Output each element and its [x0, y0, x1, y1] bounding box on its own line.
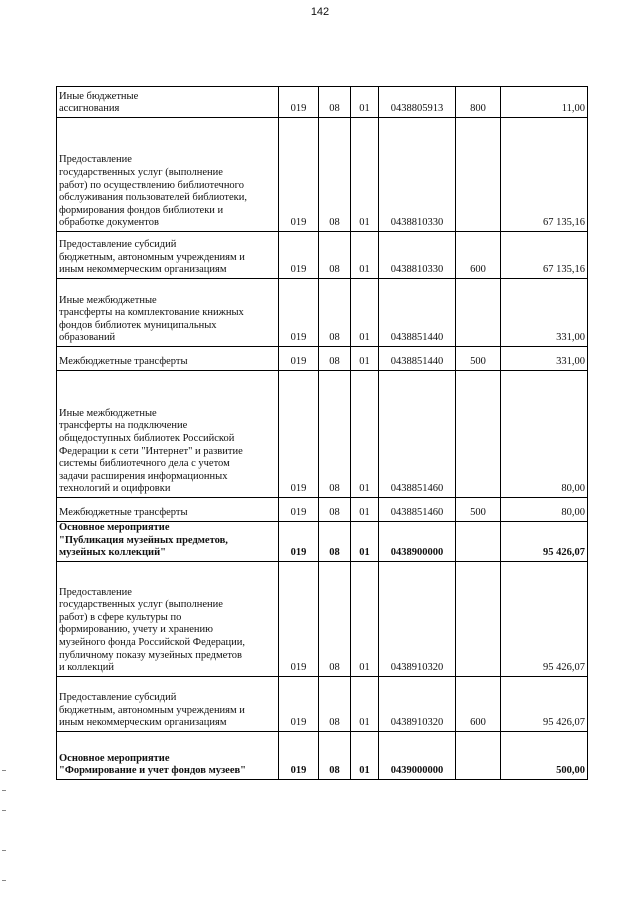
row-sum: 95 426,07 [501, 676, 588, 731]
row-pr: 01 [351, 731, 379, 779]
row-vr [456, 561, 501, 676]
row-pr: 01 [351, 118, 379, 232]
row-gr: 019 [279, 118, 319, 232]
row-sum: 67 135,16 [501, 118, 588, 232]
row-name: Иные межбюджетные трансферты на комплектование книжных фондов библиотек муниципальных образований [57, 279, 279, 347]
row-sum: 80,00 [501, 371, 588, 498]
row-gr: 019 [279, 371, 319, 498]
table-row [57, 676, 588, 731]
margin-mark [2, 850, 6, 851]
table-row [57, 118, 588, 232]
row-rz: 08 [319, 87, 351, 118]
row-sum: 67 135,16 [501, 232, 588, 279]
row-vr: 600 [456, 676, 501, 731]
row-csr: 0438900000 [379, 522, 456, 562]
row-rz: 08 [319, 371, 351, 498]
table-row [57, 232, 588, 279]
row-sum: 331,00 [501, 279, 588, 347]
row-rz: 08 [319, 676, 351, 731]
row-name: Основное мероприятие "Формирование и учет фондов музеев" [57, 731, 279, 779]
row-sum: 95 426,07 [501, 561, 588, 676]
table-row [57, 498, 588, 522]
row-vr [456, 522, 501, 562]
row-sum: 500,00 [501, 731, 588, 779]
row-rz: 08 [319, 118, 351, 232]
page-number: 142 [310, 6, 330, 18]
row-rz: 08 [319, 498, 351, 522]
row-name: Межбюджетные трансферты [57, 498, 279, 522]
table-row [57, 371, 588, 498]
table-row [57, 279, 588, 347]
row-gr: 019 [279, 347, 319, 371]
row-csr: 0438810330 [379, 232, 456, 279]
table-row [57, 561, 588, 676]
row-pr: 01 [351, 87, 379, 118]
margin-mark [2, 880, 6, 881]
row-csr: 0438851440 [379, 347, 456, 371]
row-vr [456, 731, 501, 779]
row-rz: 08 [319, 522, 351, 562]
row-gr: 019 [279, 561, 319, 676]
row-gr: 019 [279, 498, 319, 522]
table-row [57, 347, 588, 371]
row-gr: 019 [279, 731, 319, 779]
row-vr: 800 [456, 87, 501, 118]
row-sum: 11,00 [501, 87, 588, 118]
row-gr: 019 [279, 676, 319, 731]
row-name: Предоставление государственных услуг (выполнение работ) в сфере культуры по формированию, учету и хранению музейного фонда Российской Федерации, публичному показу музейных предметов и коллекций [57, 561, 279, 676]
row-name: Межбюджетные трансферты [57, 347, 279, 371]
row-gr: 019 [279, 279, 319, 347]
margin-mark [2, 790, 6, 791]
row-rz: 08 [319, 279, 351, 347]
row-name: Основное мероприятие "Публикация музейных предметов, музейных коллекций" [57, 522, 279, 562]
row-sum: 80,00 [501, 498, 588, 522]
row-csr: 0438851440 [379, 279, 456, 347]
row-vr [456, 371, 501, 498]
row-csr: 0438805913 [379, 87, 456, 118]
row-csr: 0438810330 [379, 118, 456, 232]
row-csr: 0438851460 [379, 498, 456, 522]
row-pr: 01 [351, 676, 379, 731]
row-sum: 95 426,07 [501, 522, 588, 562]
row-name: Предоставление государственных услуг (выполнение работ) по осуществлению библиотечного обслуживания пользователей библиотеки, формирования фондов библиотеки и обработке документов [57, 118, 279, 232]
row-vr: 500 [456, 347, 501, 371]
row-sum: 331,00 [501, 347, 588, 371]
margin-mark [2, 770, 6, 771]
row-gr: 019 [279, 522, 319, 562]
row-csr: 0438851460 [379, 371, 456, 498]
row-vr [456, 279, 501, 347]
row-name: Иные межбюджетные трансферты на подключение общедоступных библиотек Российской Федерации к сети "Интернет" и развитие системы библиотечного дела с учетом задачи расширения информационных технологий и оцифровки [57, 371, 279, 498]
row-vr: 500 [456, 498, 501, 522]
row-rz: 08 [319, 731, 351, 779]
row-pr: 01 [351, 371, 379, 498]
table-row [57, 731, 588, 779]
row-pr: 01 [351, 498, 379, 522]
table-row [57, 522, 588, 562]
row-pr: 01 [351, 561, 379, 676]
row-csr: 0438910320 [379, 676, 456, 731]
row-rz: 08 [319, 561, 351, 676]
row-gr: 019 [279, 232, 319, 279]
row-rz: 08 [319, 347, 351, 371]
table-row [57, 87, 588, 118]
row-vr: 600 [456, 232, 501, 279]
row-pr: 01 [351, 347, 379, 371]
row-rz: 08 [319, 232, 351, 279]
row-csr: 0438910320 [379, 561, 456, 676]
row-name: Предоставление субсидий бюджетным, автономным учреждениям и иным некоммерческим организациям [57, 232, 279, 279]
row-pr: 01 [351, 232, 379, 279]
row-pr: 01 [351, 279, 379, 347]
margin-mark [2, 810, 6, 811]
row-pr: 01 [351, 522, 379, 562]
row-csr: 0439000000 [379, 731, 456, 779]
row-name: Иные бюджетные ассигнования [57, 87, 279, 118]
row-gr: 019 [279, 87, 319, 118]
row-vr [456, 118, 501, 232]
budget-table [56, 86, 588, 780]
row-name: Предоставление субсидий бюджетным, автономным учреждениям и иным некоммерческим организациям [57, 676, 279, 731]
